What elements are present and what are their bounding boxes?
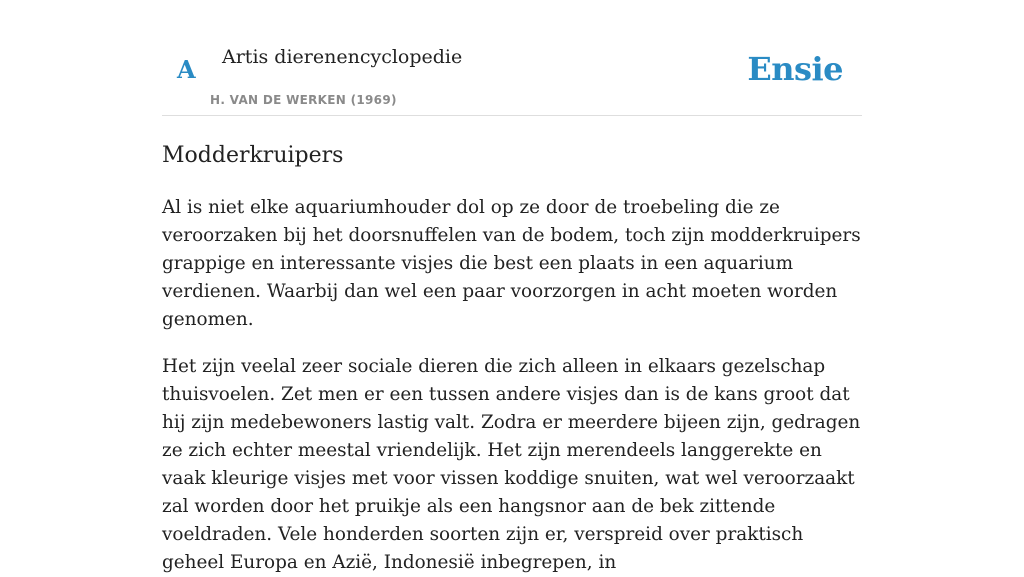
page-header <box>162 0 862 116</box>
entry-paragraph: Al is niet elke aquariumhouder dol op ze door de troebeling die ze veroorzaken bij het doorsnuffelen van de bodem, toch zijn modderkruipers grappige en interessante visjes die best een plaats in een aquarium verdienen. Waarbij dan wel een paar voorzorgen in acht moeten worden genomen. <box>162 197 861 330</box>
book-author: H. VAN DE WERKEN (1969) <box>210 93 397 107</box>
book-title[interactable]: Artis dierenencyclopedie <box>222 46 463 68</box>
entry-paragraph: Het zijn veelal zeer sociale dieren die zich alleen in elkaars gezelschap thuisvoelen. Zet men er een tussen andere visjes dan is de kans groot dat hij zijn medebewoners lastig valt. Zodra er meerdere bijeen zijn, gedragen ze zich echter meestal vriendelijk. Het zijn merendeels langgerekte en vaak kleurige visjes met voor vissen koddige snuiten, wat wel veroorzaakt zal worden door het pruikje als een hangsnor aan de bek zittende voeldraden. Vele honderden soorten zijn er, verspreid over praktisch geheel Europa en Azië, Indonesië inbegrepen, in <box>162 356 861 573</box>
page-container <box>162 0 862 577</box>
source-logo-link[interactable]: A <box>177 55 196 84</box>
entry-title: Modderkruipers <box>162 143 344 168</box>
brand-logo-link[interactable]: Ensie <box>747 50 843 88</box>
